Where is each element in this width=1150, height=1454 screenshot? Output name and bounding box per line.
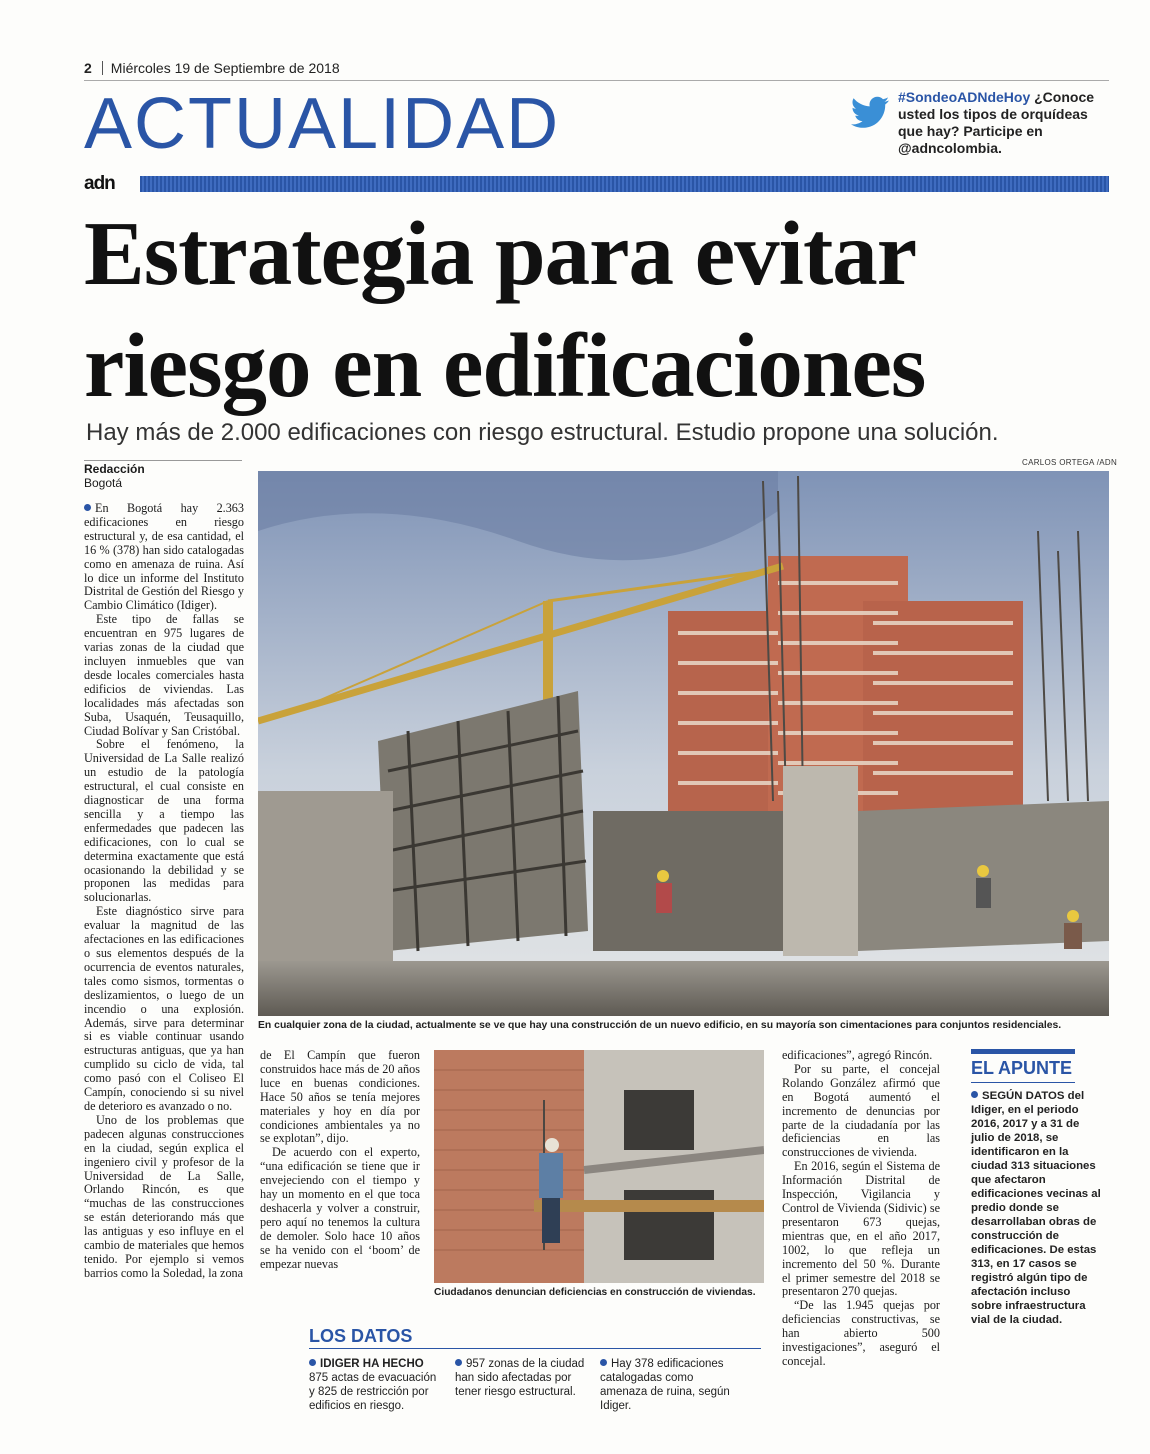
- page-header: [84, 60, 340, 76]
- second-photo-caption: Ciudadanos denuncian deficiencias en construcción de viviendas.: [434, 1287, 756, 1298]
- section-title: ACTUALIDAD: [84, 84, 561, 164]
- bullet-icon: [600, 1359, 607, 1366]
- bullet-icon: [309, 1359, 316, 1366]
- headline-line-2: riesgo en edificaciones: [84, 315, 926, 416]
- paragraph: Este tipo de fallas se encuentran en 975 lugares de varias zonas de la ciudad que incluyen inmuebles que van desde locales comerciales hasta edificios de viviendas. Las localidades más afectadas son Suba, Usaquén, Teusaquillo, Ciudad Bolívar y San Cristóbal.: [84, 612, 244, 738]
- header-divider: [102, 61, 103, 75]
- headline-line-1: Estrategia para evitar: [84, 203, 917, 304]
- construction-photo: [258, 471, 1109, 1016]
- article-column-2: [260, 1049, 420, 1272]
- los-datos-item-2: 957 zonas de la ciudad han sido afectadas por tener riesgo estructural.: [455, 1358, 585, 1398]
- paragraph: “De las 1.945 quejas por deficiencias constructivas, se han abierto 500 investigaciones”, aseguró el concejal.: [782, 1298, 940, 1368]
- poll-hashtag[interactable]: #SondeoADNdeHoy: [898, 89, 1031, 105]
- adn-logo: adn: [84, 174, 121, 194]
- paragraph: edificaciones”, agregó Rincón.: [782, 1048, 933, 1062]
- twitter-bird-icon: [850, 96, 890, 130]
- paragraph: Sobre el fenómeno, la Universidad de La Salle realizó un estudio de la patología estructural, el cual consiste en diagnosticar de una forma sencilla y a tiempo las enfermedades que padecen las edificaciones, con lo cual se determina exactamente que está ocasionando la debilidad y se proponen las medidas para solucionarlas.: [84, 737, 244, 905]
- apunte-rule: [971, 1082, 1075, 1083]
- byline: [84, 462, 145, 490]
- paragraph: Este diagnóstico sirve para evaluar la magnitud de las afectaciones en las edificaciones o sus elementos después de la ocurrencia de eventos naturales, tales como sismos, tormentas o deslizamientos, o luego de un incendio o una explosión. Además, sirve para determinar si es viable continuar usando estructuras antiguas, que ya han cumplido su ciclo de vida, tal como pasó con el Coliseo El Campín, conociendo si su nivel de deterioro es avanzado o no.: [84, 904, 244, 1113]
- subheadline: Hay más de 2.000 edificaciones con riesgo estructural. Estudio propone una solución.: [86, 419, 999, 446]
- bullet-icon: [971, 1091, 978, 1098]
- byline-city: Bogotá: [84, 476, 123, 490]
- paragraph: En Bogotá hay 2.363 edificaciones en riesgo estructural y, de esa cantidad, el 16 % (378) han sido catalogadas como en amenaza de ruina. Así lo dice un informe del Instituto Distrital de Gestión del Riesgo y Cambio Climático (Idiger).: [84, 501, 244, 613]
- los-datos-item-1: IDIGER HA HECHO 875 actas de evacuación y 825 de restricción por edificios en riesgo.: [309, 1358, 437, 1412]
- los-datos-item-3: Hay 378 edificaciones catalogadas como amenaza de ruina, según Idiger.: [600, 1358, 730, 1412]
- bullet-icon: [455, 1359, 462, 1366]
- paragraph: En 2016, según el Sistema de Información Distrital de Inspección, Vigilancia y Control de Vivienda (Sidivic) se presentaron 673 quejas, mientras que, en el año 2017, 1002, lo que refleja un incremento del 50 %. Durante el primer semestre del 2018 se presentaron 270 quejas.: [782, 1159, 940, 1299]
- el-apunte-title: EL APUNTE: [971, 1058, 1073, 1078]
- brand-stripe: [140, 176, 1109, 192]
- issue-date: Miércoles 19 de Septiembre de 2018: [110, 60, 340, 76]
- paragraph: Uno de los problemas que padecen algunas construcciones en la ciudad, según explica el ingeniero civil y profesor de la Universidad de La Salle, Orlando Rincón, es que “muchas de las construcciones se están deteriorando más que las antiguas y eso influye en el cambio de materiales que hemos tenido. Por ejemplo si vemos barrios como la Soledad, la zona: [84, 1112, 244, 1280]
- byline-author: Redacción: [84, 462, 145, 476]
- bullet-icon: [84, 504, 91, 511]
- paragraph: Por su parte, el concejal Rolando González afirmó que en Bogotá aumentó el incremento de denuncias por parte de la ciudadanía por las deficiencias en las construcciones de vivienda.: [782, 1061, 940, 1160]
- main-photo-caption: En cualquier zona de la ciudad, actualmente se ve que hay una construcción de un nuevo edificio, en su mayoría son cimentaciones para conjuntos residenciales.: [258, 1020, 1062, 1031]
- apunte-lead: SEGÚN DATOS: [982, 1090, 1065, 1102]
- worker-photo: [434, 1050, 764, 1283]
- los-datos-title: LOS DATOS: [309, 1326, 413, 1346]
- headline: [84, 198, 1114, 422]
- article-column-1: [84, 502, 244, 1281]
- header-rule: [84, 80, 1109, 81]
- apunte-top-bar: [971, 1049, 1075, 1054]
- article-column-3: [782, 1049, 940, 1369]
- twitter-poll: [898, 89, 1112, 157]
- poll-text: ¿Conoce usted los tipos de orquídeas que hay? Participe en @adncolombia.: [898, 89, 1095, 156]
- page-number: 2: [84, 60, 92, 76]
- paragraph: De acuerdo con el experto, “una edificación se tiene que ir envejeciendo con el tiempo y hay un momento en el que toca deshacerla y volver a construir, pero aquí no tenemos la cultura de demoler. Solo hace 10 años se ha venido con el ‘boom’ de empezar nuevas: [260, 1145, 420, 1271]
- el-apunte-text: SEGÚN DATOS del Idiger, en el periodo 2016, 2017 y a 31 de julio de 2018, se identificaron en la ciudad 313 situaciones que afectaron edificaciones vecinas al predio donde se desarrollaban obras de construcción de edificaciones. De estas 313, en 17 casos se registró algún tipo de afectación incluso sobre infraestructura vial de la ciudad.: [971, 1090, 1101, 1326]
- photo-credit: CARLOS ORTEGA /ADN: [1022, 458, 1118, 467]
- los-datos-rule: [309, 1348, 761, 1349]
- datos-lead: IDIGER HA HECHO: [320, 1358, 424, 1370]
- byline-rule: [84, 460, 242, 461]
- paragraph: de El Campín que fueron construidos hace más de 20 años luce en buenas condiciones. Hace 50 años se tenía mejores materiales y hoy en día por condiciones ambientales ya no se explotan”, dijo.: [260, 1048, 420, 1146]
